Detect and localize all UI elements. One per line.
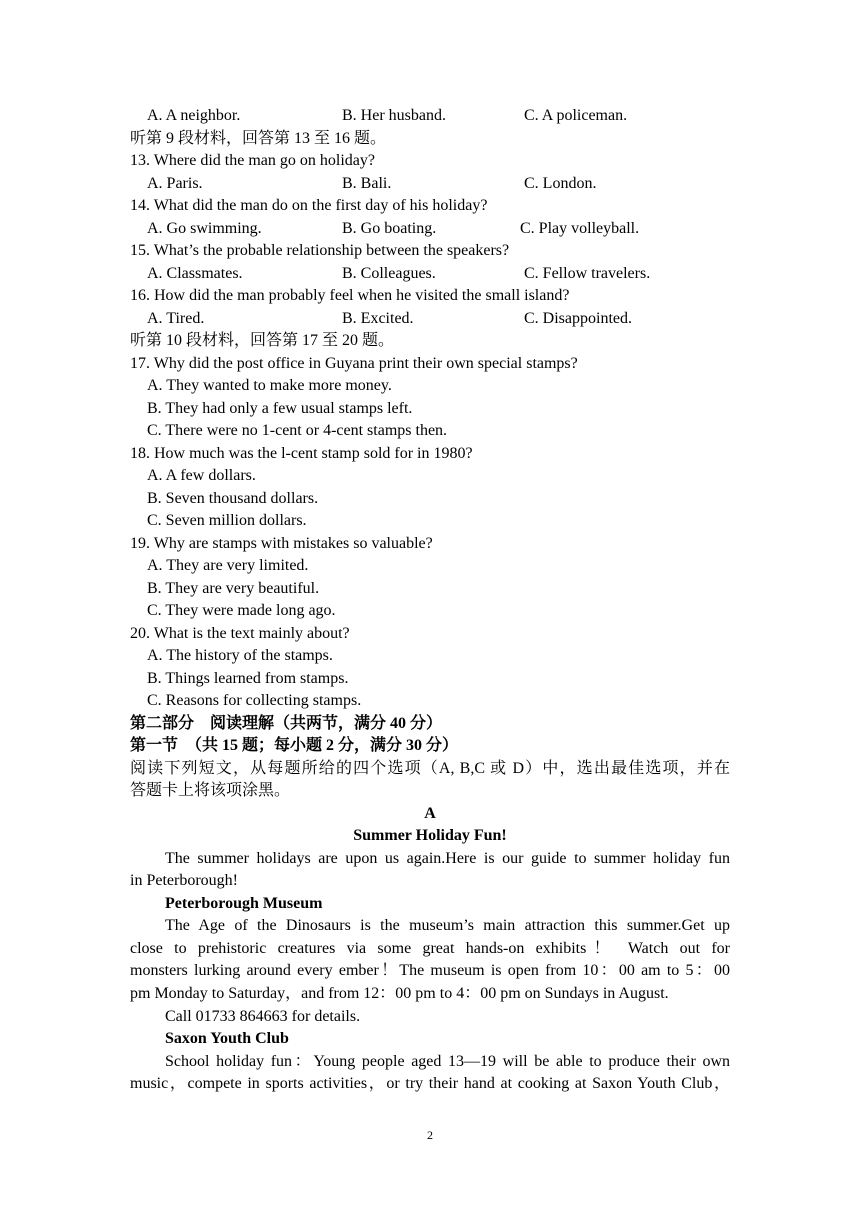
paragraph-line: School holiday fun：Young people aged 13—19 will be able to produce their own bbox=[165, 1053, 730, 1070]
option-a: A. A few dollars. bbox=[147, 467, 256, 484]
question-20: 20. What is the text mainly about? bbox=[130, 625, 350, 642]
option-b: B. Colleagues. bbox=[342, 265, 436, 282]
option-c: C. There were no 1-cent or 4-cent stamps then. bbox=[147, 422, 448, 439]
option-a: A. Classmates. bbox=[147, 265, 243, 282]
option-a: A. Go swimming. bbox=[147, 220, 262, 237]
option-b: B. They are very beautiful. bbox=[147, 580, 320, 597]
paragraph-line: The Age of the Dinosaurs is the museum’s main attraction this summer.Get up bbox=[165, 917, 730, 934]
question-15: 15. What’s the probable relationship between the speakers? bbox=[130, 242, 510, 259]
option-a: A. They are very limited. bbox=[147, 557, 309, 574]
section-subtitle: Peterborough Museum bbox=[165, 895, 323, 912]
question-13: 13. Where did the man go on holiday? bbox=[130, 152, 375, 169]
option-b: B. They had only a few usual stamps left. bbox=[147, 400, 413, 417]
passage-letter: A bbox=[424, 805, 436, 822]
paragraph-line: The summer holidays are upon us again.Here is our guide to summer holiday fun bbox=[165, 850, 730, 867]
option-c: C. Seven million dollars. bbox=[147, 512, 307, 529]
option-b: B. Excited. bbox=[342, 310, 414, 327]
option-a: A. A neighbor. bbox=[147, 107, 241, 124]
question-19: 19. Why are stamps with mistakes so valuable? bbox=[130, 535, 433, 552]
page-number: 2 bbox=[427, 1128, 433, 1142]
option-b: B. Her husband. bbox=[342, 107, 446, 124]
question-17: 17. Why did the post office in Guyana print their own special stamps? bbox=[130, 355, 578, 372]
section-heading: 第一节 （共 15 题；每小题 2 分，满分 30 分） bbox=[130, 737, 459, 754]
option-c: C. Play volleyball. bbox=[520, 220, 640, 237]
option-b: B. Seven thousand dollars. bbox=[147, 490, 319, 507]
option-c: C. London. bbox=[524, 175, 597, 192]
section-instruction: 听第 10 段材料，回答第 17 至 20 题。 bbox=[130, 332, 395, 349]
question-18: 18. How much was the l-cent stamp sold for in 1980? bbox=[130, 445, 473, 462]
option-c: C. Fellow travelers. bbox=[524, 265, 651, 282]
paragraph-line: monsters lurking around every ember！The museum is open from 10：00 am to 5：00 bbox=[130, 962, 730, 979]
option-a: A. They wanted to make more money. bbox=[147, 377, 392, 394]
question-14: 14. What did the man do on the first day of his holiday? bbox=[130, 197, 488, 214]
option-a: A. Paris. bbox=[147, 175, 203, 192]
paragraph-line: Call 01733 864663 for details. bbox=[165, 1008, 361, 1025]
instruction-line: 阅读下列短文，从每题所给的四个选项（A, B,C 或 D）中，选出最佳选项，并在 bbox=[130, 760, 730, 777]
paragraph-line: pm Monday to Saturday，and from 12：00 pm to 4：00 pm on Sundays in August. bbox=[130, 985, 669, 1002]
instruction-line: 答题卡上将该项涂黑。 bbox=[130, 782, 291, 799]
option-c: C. Reasons for collecting stamps. bbox=[147, 692, 362, 709]
passage-title: Summer Holiday Fun! bbox=[353, 827, 507, 844]
option-b: B. Bali. bbox=[342, 175, 392, 192]
option-b: B. Go boating. bbox=[342, 220, 437, 237]
option-c: C. A policeman. bbox=[524, 107, 628, 124]
option-a: A. Tired. bbox=[147, 310, 205, 327]
paragraph-line: music，compete in sports activities，or try their hand at cooking at Saxon Youth Club， bbox=[130, 1075, 730, 1092]
section-instruction: 听第 9 段材料，回答第 13 至 16 题。 bbox=[130, 130, 387, 147]
part-heading: 第二部分 阅读理解（共两节，满分 40 分） bbox=[130, 715, 443, 732]
paragraph-line: close to prehistoric creatures via some great hands-on exhibits！ Watch out for bbox=[130, 940, 730, 957]
option-b: B. Things learned from stamps. bbox=[147, 670, 349, 687]
option-a: A. The history of the stamps. bbox=[147, 647, 333, 664]
question-16: 16. How did the man probably feel when he visited the small island? bbox=[130, 287, 570, 304]
option-c: C. Disappointed. bbox=[524, 310, 632, 327]
section-subtitle: Saxon Youth Club bbox=[165, 1030, 289, 1047]
paragraph-line: in Peterborough! bbox=[130, 872, 238, 889]
option-c: C. They were made long ago. bbox=[147, 602, 336, 619]
